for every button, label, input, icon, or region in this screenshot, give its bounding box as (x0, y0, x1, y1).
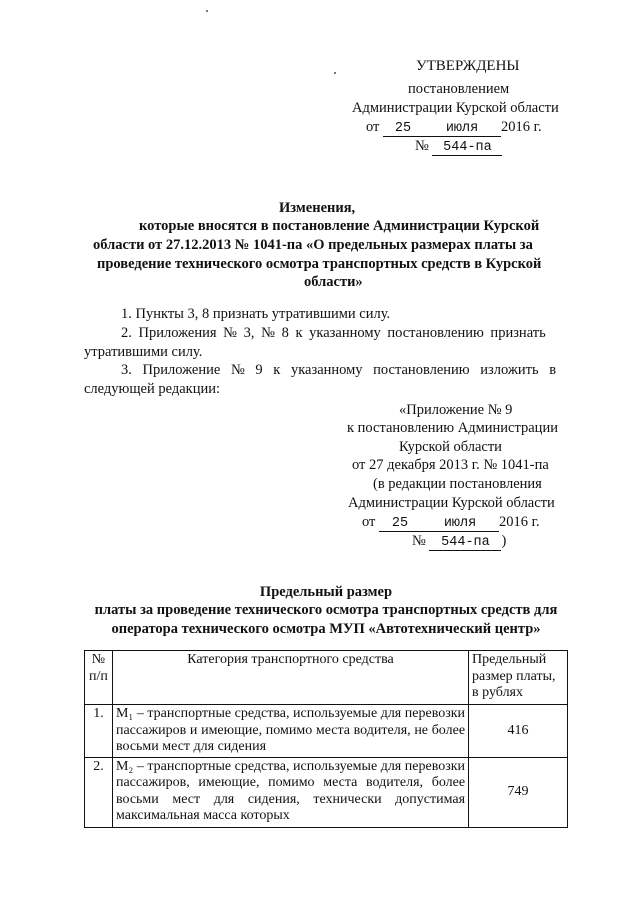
item-2-line1: 2. Приложения № 3, № 8 к указанному постановлению признать (121, 325, 546, 341)
fees-table (84, 650, 568, 828)
changes-title-line2: которые вносятся в постановление Администрации Курской (139, 218, 540, 234)
appendix-day: 25 (379, 516, 421, 532)
appendix-line6: Администрации Курской области (348, 495, 555, 511)
scan-speck (206, 10, 208, 12)
approval-number-label: № (415, 138, 429, 154)
row-num: 2. (85, 757, 113, 827)
appendix-number (412, 532, 506, 551)
appendix-closing: ) (501, 533, 507, 549)
changes-title-line4: проведение технического осмотра транспортных средств в Курской (97, 256, 542, 272)
approval-month: июля (423, 121, 501, 137)
appendix-line5: (в редакции постановления (373, 476, 542, 492)
approval-line1: постановлением (408, 81, 510, 97)
header-category: Категория транспортного средства (112, 651, 468, 705)
appendix-line1: «Приложение № 9 (399, 402, 513, 418)
row-category: M₁ – транспортные средства, используемые для перевозки пассажиров и имеющие, помимо места водителя, не более восьми мест для сидения (112, 705, 468, 758)
header-num: № п/п (85, 651, 113, 705)
table-header-row (85, 651, 568, 705)
row-category: M₂ – транспортные средства, используемые для перевозки пассажиров, имеющие, помимо места водителя, более восьми мест для сидения, технически допустимая максимальная масса которых (112, 757, 468, 827)
table-title-line1: Предельный размер (259, 584, 393, 600)
approval-from-label: от (366, 119, 380, 135)
approval-number (415, 137, 502, 156)
scan-speck (334, 72, 336, 74)
appendix-number-value: 544-па (429, 535, 501, 551)
changes-title-line3: области от 27.12.2013 № 1041-па «О предельных размерах платы за (93, 237, 533, 253)
changes-title-line1: Изменения, (279, 200, 356, 216)
item-1: 1. Пункты 3, 8 признать утратившими силу. (121, 306, 391, 322)
approval-title: УТВЕРЖДЕНЫ (416, 58, 520, 74)
appendix-number-label: № (412, 533, 426, 549)
row-num: 1. (85, 705, 113, 758)
appendix-line3: Курской области (399, 439, 502, 455)
approval-date (366, 118, 542, 137)
header-fee: Предельный размер платы, в рублях (469, 651, 568, 705)
item-3-line1: 3. Приложение № 9 к указанному постановлению изложить в (121, 362, 557, 378)
approval-day: 25 (383, 121, 423, 137)
appendix-month: июля (421, 516, 499, 532)
item-2-line2: утратившими силу. (84, 344, 203, 360)
changes-title-line5: области» (304, 274, 363, 290)
row-fee: 416 (469, 705, 568, 758)
table-row (85, 757, 568, 827)
appendix-year: 2016 г. (499, 514, 540, 530)
approval-number-value: 544-па (432, 140, 502, 156)
row-fee: 749 (469, 757, 568, 827)
table-title-line3: оператора технического осмотра МУП «Автотехнический центр» (111, 621, 541, 637)
approval-line2: Администрации Курской области (352, 100, 559, 116)
item-3-line2: следующей редакции: (84, 381, 221, 397)
appendix-from-label: от (362, 514, 376, 530)
appendix-line2: к постановлению Администрации (347, 420, 558, 436)
appendix-line4: от 27 декабря 2013 г. № 1041-па (352, 457, 549, 473)
table-title-line2: платы за проведение технического осмотра транспортных средств для (94, 602, 558, 618)
appendix-date (362, 513, 540, 532)
approval-year: 2016 г. (501, 119, 542, 135)
table-row (85, 705, 568, 758)
